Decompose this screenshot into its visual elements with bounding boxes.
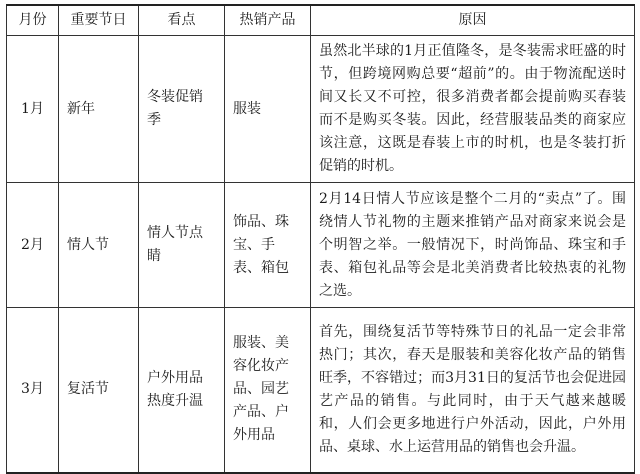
cell-products: 服装 xyxy=(225,36,311,183)
cell-reason: 虽然北半球的1月正值隆冬，是冬装需求旺盛的时节，但跨境网购总要“超前”的。由于物流配送时间又长又不可控，很多消费者都会提前购买春装而不是购买冬装。因此，经营服装品类的商家应该注意，这既是春装上市的时机，也是冬装打折促销的时机。 xyxy=(311,36,635,183)
table-row xyxy=(7,308,635,473)
cell-highlight: 户外用品热度升温 xyxy=(139,308,225,473)
cell-products: 服装、美容化妆产品、园艺产品、户外用品 xyxy=(225,308,311,473)
cell-reason: 2月14日情人节应该是整个二月的“卖点”了。围绕情人节礼物的主题来推销产品对商家来说会是个明智之举。一般情况下，时尚饰品、珠宝和手表、箱包礼品等会是北美消费者比较热衷的礼物之选。 xyxy=(311,183,635,308)
table-row xyxy=(7,36,635,183)
header-festival: 重要节日 xyxy=(59,5,139,36)
cell-month: 2月 xyxy=(7,183,59,308)
cell-month: 3月 xyxy=(7,308,59,473)
header-reason: 原因 xyxy=(311,5,635,36)
cell-month: 1月 xyxy=(7,36,59,183)
table-header-row xyxy=(7,5,635,36)
header-products: 热销产品 xyxy=(225,5,311,36)
cell-highlight: 冬装促销季 xyxy=(139,36,225,183)
header-month: 月份 xyxy=(7,5,59,36)
festival-sales-table xyxy=(6,4,635,474)
cell-festival: 复活节 xyxy=(59,308,139,473)
cell-festival: 新年 xyxy=(59,36,139,183)
cell-products: 饰品、珠宝、手表、箱包 xyxy=(225,183,311,308)
header-highlight: 看点 xyxy=(139,5,225,36)
cell-highlight: 情人节点睛 xyxy=(139,183,225,308)
festival-sales-table-container xyxy=(6,4,634,474)
cell-festival: 情人节 xyxy=(59,183,139,308)
table-row xyxy=(7,183,635,308)
cell-reason: 首先，围绕复活节等特殊节日的礼品一定会非常热门；其次，春天是服装和美容化妆产品的销售旺季，不容错过；而3月31日的复活节也会促进园艺产品的销售。与此同时，由于天气越来越暖和，人们会更多地进行户外活动，因此，户外用品、桌球、水上运营用品的销售也会升温。 xyxy=(311,308,635,473)
